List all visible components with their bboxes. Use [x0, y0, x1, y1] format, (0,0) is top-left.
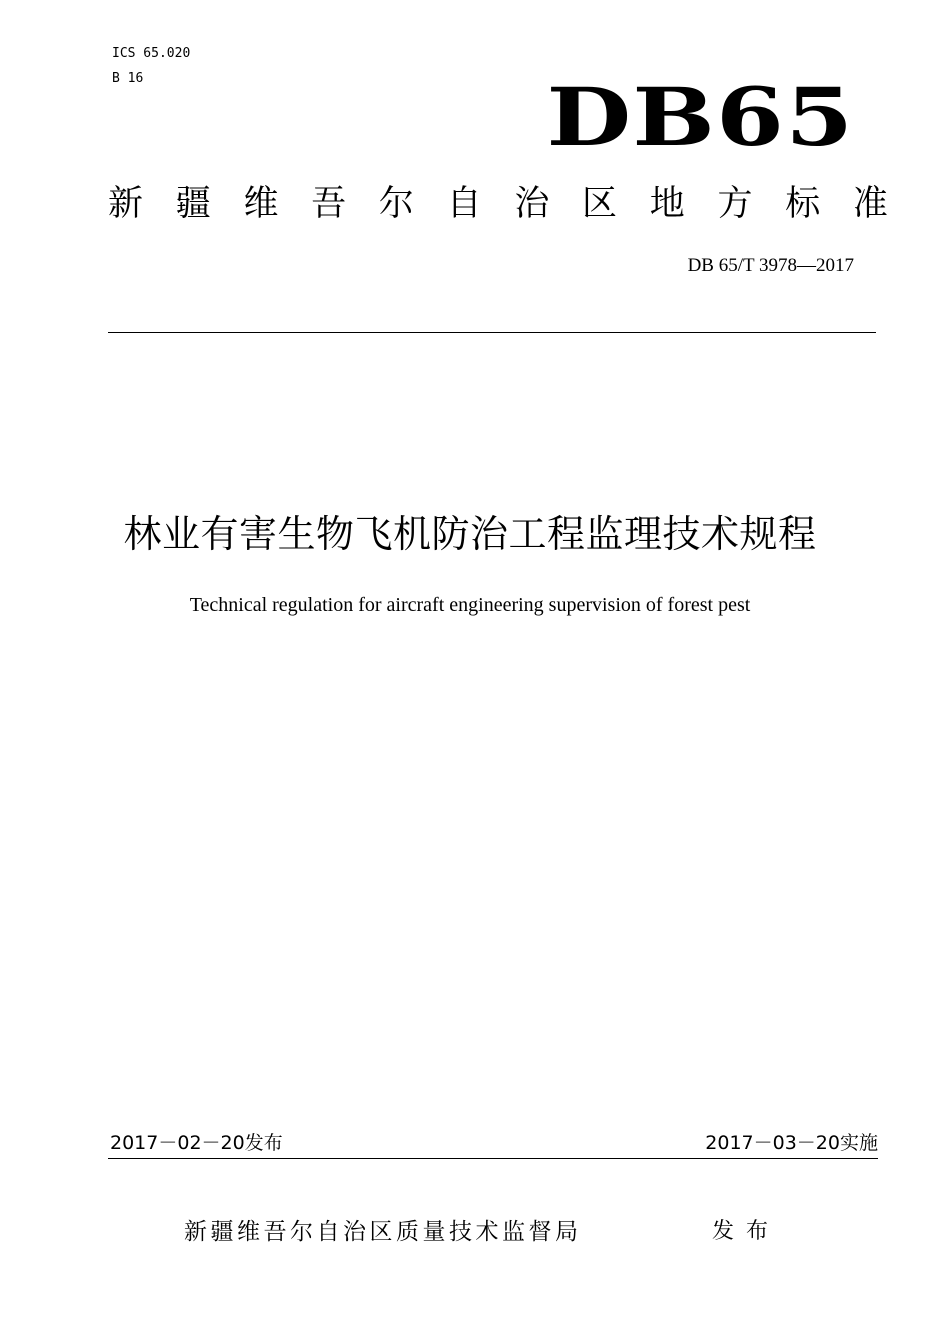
- document-title-chinese: 林业有害生物飞机防治工程监理技术规程: [123, 512, 817, 556]
- standard-type-char: 维: [243, 184, 279, 224]
- classification-code: B 16: [112, 71, 144, 86]
- standard-type-char: 自: [446, 184, 482, 224]
- standard-type-char: 吾: [311, 184, 347, 224]
- implementation-date: 2017－03－20实施: [705, 1132, 878, 1154]
- standard-type-char: 方: [717, 184, 753, 224]
- standard-type-char: 地: [649, 184, 685, 224]
- standard-type-char: 疆: [175, 184, 211, 224]
- issue-action: 发布: [712, 1219, 781, 1244]
- standard-type-heading: [108, 180, 888, 228]
- ics-code: ICS 65.020: [112, 46, 191, 61]
- bottom-divider: [108, 1158, 878, 1159]
- document-title-english: Technical regulation for aircraft engineering supervision of forest pest: [189, 594, 751, 616]
- standard-type-char: 尔: [378, 184, 414, 224]
- standard-number: DB 65/T 3978—2017: [687, 255, 854, 276]
- issuing-authority: 新疆维吾尔自治区质量技术监督局: [184, 1219, 582, 1245]
- standard-type-char: 区: [582, 184, 618, 224]
- standard-type-char: 治: [514, 184, 550, 224]
- issue-date: 2017－02－20发布: [110, 1132, 283, 1154]
- top-divider: [108, 332, 876, 333]
- standard-type-char: 准: [852, 184, 888, 224]
- standard-type-char: 标: [785, 184, 821, 224]
- standard-type-char: 新: [108, 184, 144, 224]
- db65-logo: DB65: [546, 70, 854, 164]
